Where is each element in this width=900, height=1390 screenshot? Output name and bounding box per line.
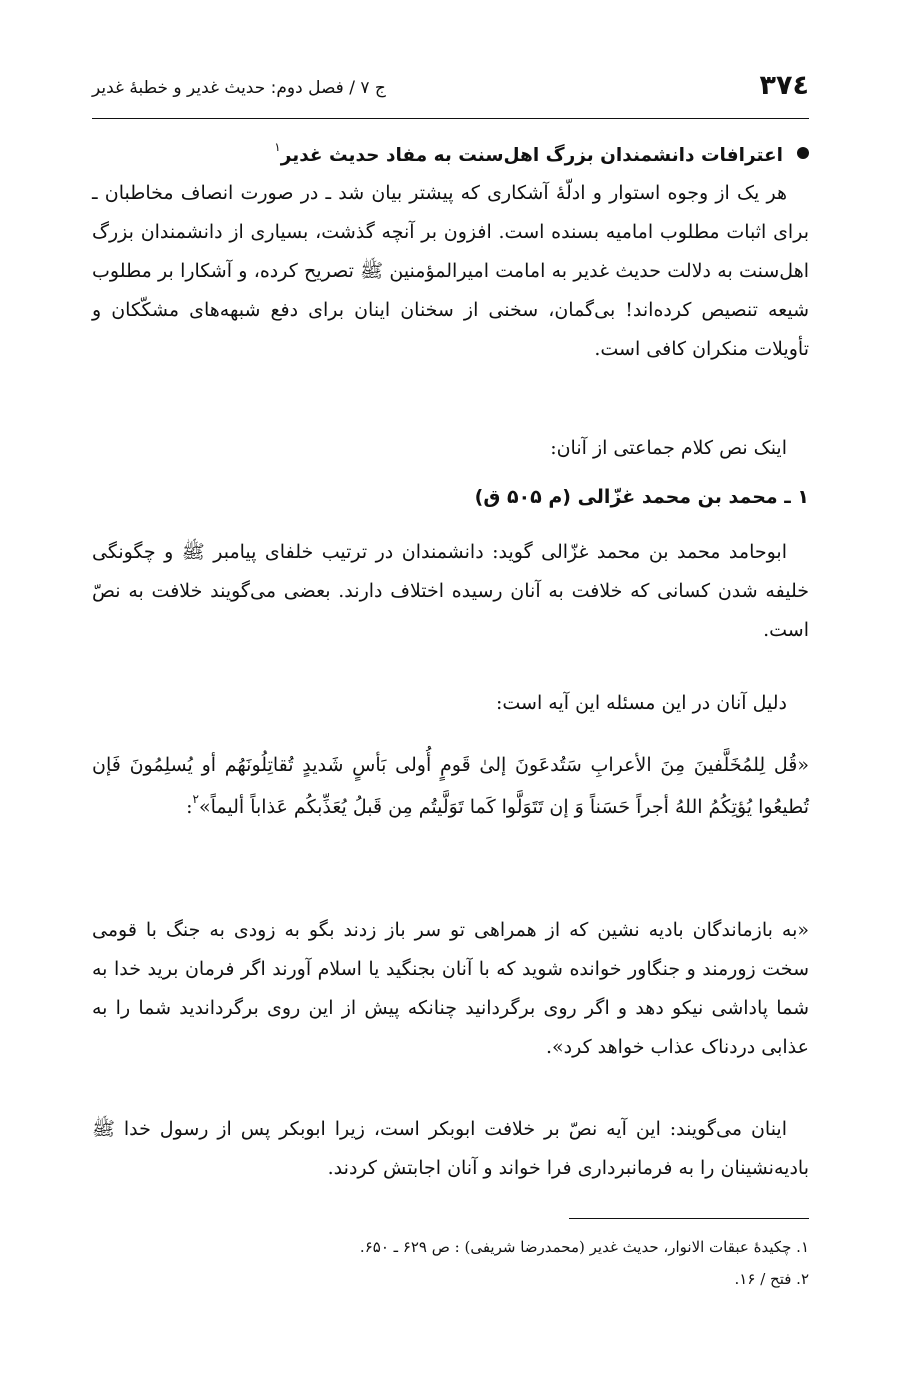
header-divider [92, 118, 809, 119]
section-title: اعترافات دانشمندان بزرگ اهل‌سنت به مفاد حدیث غدیر [280, 145, 783, 166]
evidence-paragraph: دلیل آنان در این مسئله این آیه است: [495, 692, 787, 714]
running-title: ج ۷ / فصل دوم: حدیث غدیر و خطبهٔ غدیر [92, 78, 386, 98]
verse-tail: : [186, 796, 193, 818]
footnote-reference: ۲ [192, 792, 199, 806]
bullet-icon [797, 147, 809, 159]
section-heading [92, 140, 809, 166]
quran-verse [92, 744, 809, 828]
book-page [92, 0, 809, 1390]
lead-in-paragraph: اینک نص کلام جماعتی از آنان: [550, 437, 787, 459]
intro-paragraph: هر یک از وجوه استوار و ادلّهٔ آشکاری که پیشتر بیان شد ـ در صورت انصاف مخاطبان ـ برای اثبات مطلوب امامیه بسنده است. افزون بر آنچه گذشت، بسیاری از دانشمندان بزرگ اهل‌سنت به دلالت حدیث غدیر به امامت امیرالمؤمنین ﷺ تصریح کرده، و آشکارا بر مطلوب شیعه تنصیص کرده‌اند! بی‌گمان، سخنی از سخنان اینان برای دفع شبهه‌های مشکّکان و تأویلات منکران کافی است. [92, 182, 809, 360]
page-number: ۳۷٤ [759, 70, 809, 101]
conclusion-paragraph: اینان می‌گویند: این آیه نصّ بر خلافت ابوبکر است، زیرا ابوبکر پس از رسول خدا ﷺ بادیه‌نشینان را به فرمانبرداری فرا خواند و آنان اجابتش کردند. [92, 1118, 809, 1179]
translation-paragraph: «به بازماندگان بادیه نشین که از همراهی تو سر باز زدند بگو به زودی به جنگ با قومی سخت زورمند و جنگاور خوانده شوید که با آنان بجنگید یا اسلام آورند اگر فرمان برید خدا به شما پاداشی نیکو دهد و اگر روی برگردانید چنانکه پیش از این روی برگرداندید شما را به عذابی دردناک عذاب خواهد کرد». [92, 919, 809, 1058]
footnote-2: ۲. فتح / ۱۶. [734, 1270, 809, 1288]
ghazali-paragraph: ابوحامد محمد بن محمد غزّالی گوید: دانشمندان در ترتیب خلفای پیامبر ﷺ و چگونگی خلیفه شدن کسانی که خلافت به آنان رسیده اختلاف دارند. بعضی می‌گویند خلافت به نصّ است. [92, 541, 809, 641]
page-header [92, 70, 809, 110]
subheading-ghazali: ۱ ـ محمد بن محمد غزّالی (م ۵۰۵ ق) [474, 486, 809, 508]
verse-text: «قُل لِلمُخَلَّفینَ مِنَ الأعرابِ سَتُدعَونَ إلیٰ قَومٍ أُولی بَأسٍ شَدیدٍ تُقاتِلُونَهُم أو یُسلِمُونَ فَإن تُطیعُوا یُؤتِکُمُ اللهُ أجراً حَسَناً وَ إن تَتَوَلَّوا کَما تَوَلَّیتُم مِن قَبلُ یُعَذِّبکُم عَذاباً ألیماً» [92, 754, 809, 818]
footnote-1: ۱. چکیدهٔ عبقات الانوار، حدیث غدیر (محمدرضا شریفی) : ص ۶۲۹ ـ ۶۵۰. [359, 1238, 809, 1256]
footnote-divider [569, 1218, 809, 1219]
footnote-reference: ۱ [274, 140, 281, 154]
